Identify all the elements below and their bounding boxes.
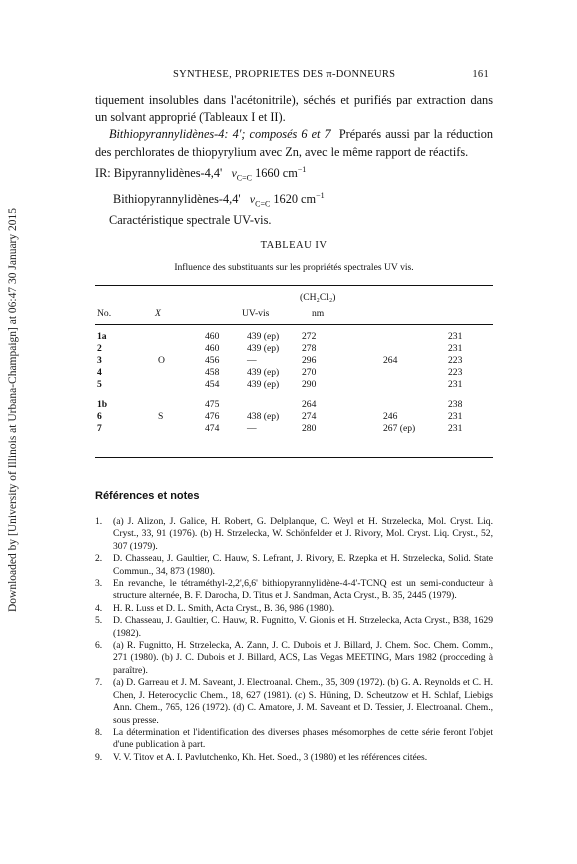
nu-subscript: C=C — [236, 173, 252, 183]
reference-item — [95, 640, 493, 677]
table-cell: 246 — [383, 411, 398, 422]
table-cell: 270 — [302, 367, 317, 378]
uv-heading: Caractéristique spectrale UV-vis. — [109, 213, 272, 228]
paragraph-thiopyrannylidenes — [95, 126, 493, 160]
table-cell: 476 — [205, 411, 220, 422]
table-cell: 439 (ep) — [247, 379, 280, 390]
table-caption: Influence des substituants sur les propriétés spectrales UV vis. — [174, 262, 414, 273]
ir-data — [95, 161, 493, 212]
reference-item — [95, 727, 493, 752]
reference-number: 7. — [95, 677, 103, 689]
table-row — [95, 423, 493, 435]
reference-text: D. Chasseau, J. Gaultier, C. Hauw, R. Fugnitto, V. Gionis et H. Strzelecka, Acta Cryst., B38, 1629 (1982). — [113, 615, 493, 639]
ir-label: IR: — [95, 165, 111, 180]
table-cell: 238 — [448, 399, 463, 410]
reference-text: (a) D. Garreau et J. M. Saveant, J. Electroanal. Chem., 35, 309 (1972). (b) G. A. Reynolds et C. H. Chen, J. Heterocyclic Chem., 18, 627 (1981). (c) S. Hüning, D. Scheutzow et H. Schlaf, Liebigs Ann. Chem., 765, 126 (1972). (d) C. Amatore, J. M. Saveant et D. Tessier, J. Electroanal. Chem., sous presse. — [113, 677, 493, 726]
nu-glyph: ν — [231, 165, 237, 180]
table-cell: 454 — [205, 379, 220, 390]
reference-item — [95, 603, 493, 615]
ir-value: 1660 cm — [255, 165, 298, 180]
table-cell: 7 — [97, 423, 102, 434]
table-cell: O — [158, 355, 165, 366]
table-row — [95, 411, 493, 423]
running-head-title: SYNTHESE, PROPRIETES DES π-DONNEURS — [173, 69, 396, 80]
table-body — [95, 325, 493, 457]
table-row — [95, 399, 493, 411]
table-row — [95, 367, 493, 379]
reference-text: En revanche, le tétraméthyl-2,2',6,6' bithiopyrannylidène-4-4'-TCNQ est un semi-conducteur à structure alternée, B. F. Darocha, D. Titus et J. Sandman, Acta Cryst., B. 35, 2445 (1979). — [113, 578, 493, 602]
reference-text: (a) J. Alizon, J. Galice, H. Robert, G. Delplanque, C. Weyl et H. Strzelecka, Mol. Cryst. Liq. Cryst., 33, 91 (1976). (b) H. Strzelecka, W. Schönfelder et J. Rivory, Mol. Cryst. Liq. Cryst., 52, 307 (1979). — [113, 516, 493, 552]
ir-nu-symbol — [250, 192, 271, 206]
reference-number: 9. — [95, 751, 103, 763]
table-cell: 456 — [205, 355, 220, 366]
table-cell: 458 — [205, 367, 220, 378]
table-header — [95, 286, 493, 324]
table-row — [95, 331, 493, 343]
table-cell: 296 — [302, 355, 317, 366]
table-cell: — — [247, 355, 257, 366]
table-bottom-rule — [95, 457, 493, 458]
table-cell: 474 — [205, 423, 220, 434]
table-row — [95, 343, 493, 355]
reference-item — [95, 578, 493, 603]
table-cell: 223 — [448, 355, 463, 366]
table-cell: 5 — [97, 379, 102, 390]
paragraph-text: Préparés aussi par la réduction des perchlorates de thiopyrylium avec Zn, avec le même rapport de réactifs. — [95, 127, 493, 159]
reference-number: 6. — [95, 640, 103, 652]
table-cell: 460 — [205, 343, 220, 354]
reference-text: H. R. Luss et D. L. Smith, Acta Cryst., B. 36, 986 (1980). — [113, 602, 335, 614]
reference-item — [95, 752, 493, 764]
table-cell: 274 — [302, 411, 317, 422]
reference-number: 8. — [95, 726, 103, 738]
table-cell: 6 — [97, 411, 102, 422]
table-cell: 280 — [302, 423, 317, 434]
header-no: No. — [97, 308, 112, 319]
table-uv — [95, 285, 493, 458]
table-cell: 264 — [383, 355, 398, 366]
ir-value: 1620 cm — [273, 191, 317, 206]
table-cell: 231 — [448, 379, 463, 390]
table-row — [95, 355, 493, 367]
reference-text: (a) R. Fugnitto, H. Strzelecka, A. Zann, J. C. Dubois et J. Billard, J. Chem. Soc. Chem. Comm., 271 (1980). (b) J. C. Dubois et J. Billard, ACS, Las Vegas MEETING, Mars 1982 (procceding à paraître). — [113, 640, 493, 676]
header-solvent: (CH₂Cl₂) — [300, 292, 336, 303]
reference-number: 2. — [95, 553, 103, 565]
table-cell: 267 (ep) — [383, 423, 416, 434]
table-cell: 475 — [205, 399, 220, 410]
reference-item — [95, 615, 493, 640]
reference-item — [95, 516, 493, 553]
table-cell: 290 — [302, 379, 317, 390]
ir-nu-symbol — [231, 165, 252, 183]
table-cell: 231 — [448, 423, 463, 434]
table-cell: 278 — [302, 343, 317, 354]
page-number: 161 — [472, 69, 489, 80]
nu-glyph: ν — [249, 191, 256, 206]
ir-unit-exponent: −1 — [316, 190, 325, 200]
references-heading: Références et notes — [95, 490, 200, 502]
reference-number: 1. — [95, 516, 103, 527]
paragraph-run-in-head: Bithiopyrannylidènes-4: 4'; composés 6 et 7 — [109, 127, 331, 142]
table-cell: 460 — [205, 331, 220, 342]
ir-compound-name: Bipyrannylidènes-4,4' — [113, 165, 223, 180]
table-title: TABLEAU IV — [260, 240, 328, 251]
table-cell: 264 — [302, 399, 317, 410]
nu-subscript: C=C — [255, 198, 271, 208]
table-cell: 223 — [448, 367, 463, 378]
table-row — [95, 379, 493, 391]
reference-text: V. V. Titov et A. I. Pavlutchenko, Kh. Het. Soed., 3 (1980) et les références citées. — [113, 751, 428, 763]
download-stamp — [6, 130, 20, 690]
references-list — [95, 516, 493, 764]
ir-compound-name: Bithiopyrannylidènes-4,4' — [113, 191, 241, 206]
table-cell: 439 (ep) — [247, 343, 280, 354]
table-cell: 438 (ep) — [247, 411, 280, 422]
paragraph-continuation: tiquement insolubles dans l'acétonitrile), séchés et purifiés par extraction dans un solvant approprié (Tableaux I et II). — [95, 93, 493, 125]
header-uvvis: UV-vis — [242, 308, 270, 319]
ir-line-bithiopyrannylidenes — [95, 187, 493, 213]
table-cell: — — [247, 423, 257, 434]
body-text — [95, 92, 493, 229]
table-cell: 231 — [448, 331, 463, 342]
table-cell: 4 — [97, 367, 102, 378]
reference-number: 3. — [95, 578, 103, 590]
table-cell: 439 (ep) — [247, 331, 280, 342]
reference-text: D. Chasseau, J. Gaultier, C. Hauw, S. Lefrant, J. Rivory, E. Rzepka et H. Strzelecka, Solid. State Commun., 34, 873 (1980). — [113, 553, 493, 577]
table-cell: 1a — [97, 331, 107, 342]
header-x: X — [155, 308, 161, 319]
ir-line-bipyrannylidenes — [95, 161, 493, 187]
table-cell: 231 — [448, 343, 463, 354]
reference-item — [95, 677, 493, 727]
download-stamp-text: Downloaded by [University of Illinois at Urbana-Champaign] at 06:47 30 January 2015 — [7, 207, 19, 613]
reference-text: La détermination et l'identification des diverses phases mésomorphes de cette série feront l'objet d'une publication à part. — [113, 726, 493, 751]
reference-item — [95, 553, 493, 578]
table-cell: 231 — [448, 411, 463, 422]
reference-number: 4. — [95, 602, 103, 614]
table-cell: 272 — [302, 331, 317, 342]
reference-number: 5. — [95, 615, 103, 627]
header-unit: nm — [312, 308, 325, 319]
table-cell: 3 — [97, 355, 102, 366]
table-cell: 2 — [97, 343, 102, 354]
ir-unit-exponent: −1 — [297, 164, 307, 174]
table-cell: 1b — [97, 399, 108, 410]
table-cell: 439 (ep) — [247, 367, 280, 378]
table-cell: S — [158, 411, 164, 422]
